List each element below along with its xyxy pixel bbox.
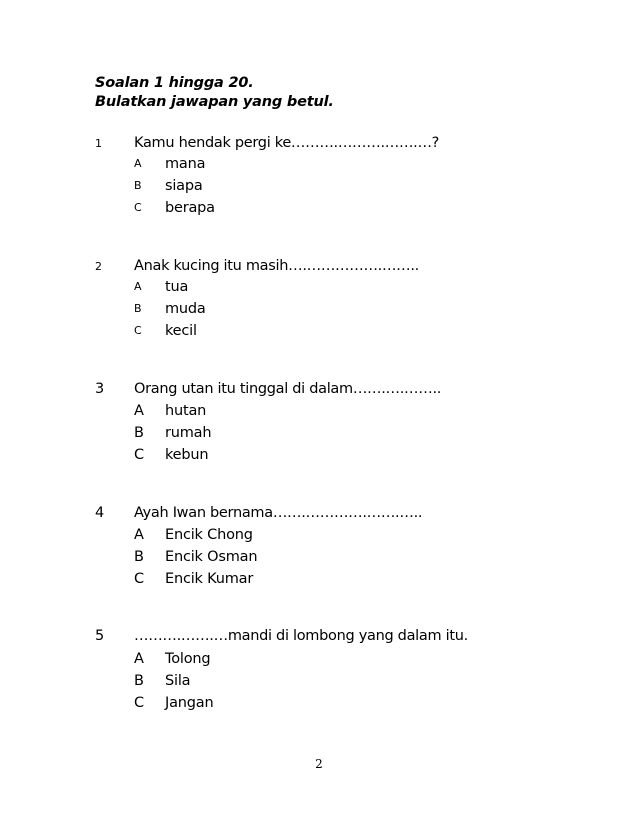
option-text: hutan: [165, 403, 207, 419]
option-text: tua: [165, 279, 189, 295]
option-text: Encik Kumar: [165, 571, 254, 587]
instructions-header: [95, 74, 334, 112]
option-letter: C: [134, 571, 145, 587]
question-number: 5: [95, 628, 105, 644]
option-letter: B: [134, 179, 142, 192]
page-number: 2: [315, 757, 323, 771]
instructions-title: Soalan 1 hingga 20.: [95, 75, 254, 91]
option-letter: B: [134, 673, 144, 689]
option-text: Jangan: [165, 695, 214, 711]
question-text: Kamu hendak pergi ke……….……….…….…?: [134, 135, 440, 151]
option-letter: C: [134, 324, 142, 337]
option-text: muda: [165, 301, 206, 317]
option-letter: B: [134, 549, 144, 565]
question-text: Orang utan itu tinggal di dalam…….….……..: [134, 381, 442, 397]
instructions-directive: Bulatkan jawapan yang betul.: [95, 94, 334, 110]
option-letter: A: [134, 403, 144, 419]
question-number: 1: [95, 137, 102, 150]
option-letter: C: [134, 695, 145, 711]
option-letter: A: [134, 651, 144, 667]
option-text: Encik Chong: [165, 527, 253, 543]
option-letter: C: [134, 201, 142, 214]
option-letter: A: [134, 280, 142, 293]
question-text: Ayah Iwan bernama…….………….…….…..: [134, 505, 423, 521]
question-number: 3: [95, 381, 105, 397]
option-text: Sila: [165, 673, 191, 689]
option-text: siapa: [165, 178, 203, 194]
option-text: Encik Osman: [165, 549, 258, 565]
question-number: 2: [95, 260, 102, 273]
option-letter: A: [134, 527, 144, 543]
option-text: berapa: [165, 200, 215, 216]
option-letter: C: [134, 447, 145, 463]
question-text: Anak kucing itu masih….…………….……..: [134, 258, 419, 274]
option-letter: B: [134, 425, 144, 441]
question-number: 4: [95, 505, 105, 521]
option-text: kecil: [165, 323, 197, 339]
option-text: rumah: [165, 425, 212, 441]
option-letter: A: [134, 157, 142, 170]
option-text: mana: [165, 156, 206, 172]
option-text: kebun: [165, 447, 209, 463]
option-text: Tolong: [165, 651, 211, 667]
question-text: ……….…….…mandi di lombong yang dalam itu.: [134, 628, 468, 644]
option-letter: B: [134, 302, 142, 315]
